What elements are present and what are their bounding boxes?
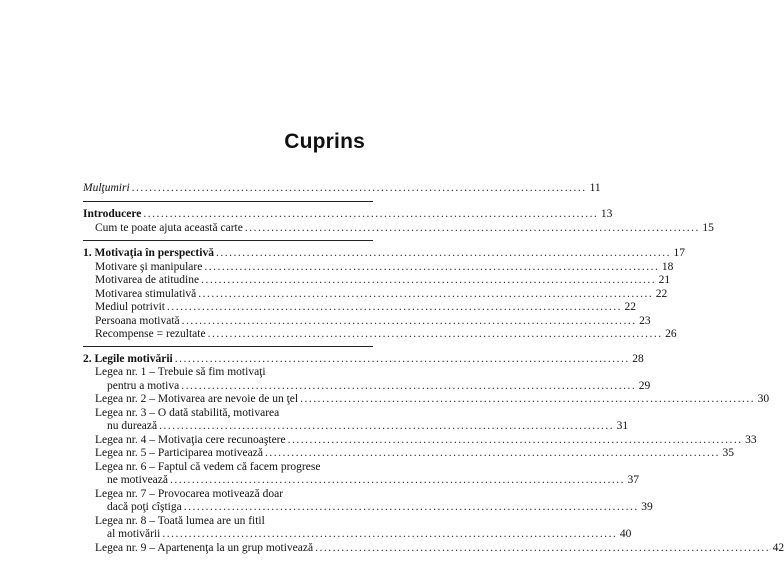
toc-entry-motivarea-stimulativa[interactable] (95, 288, 668, 301)
leader-dots: ........................................................................................................ (131, 182, 587, 194)
toc-label: Legea nr. 4 – Motivaţia cere recunoaştere (95, 434, 286, 446)
toc-entry-multumiri[interactable] (83, 182, 601, 195)
toc-entry-persoana-motivata[interactable] (95, 315, 651, 328)
toc-label: Recompense = rezultate (95, 328, 206, 340)
toc-entry-legea-3[interactable] (107, 420, 629, 433)
toc-label-line: Legea nr. 8 – Toată lumea are un fitil (95, 515, 265, 527)
toc-label: Legea nr. 2 – Motivarea are nevoie de un ţel (95, 393, 299, 405)
leader-dots: ........................................................................................................ (166, 301, 622, 313)
leader-dots: ........................................................................................................ (264, 447, 720, 459)
toc-page-number: 33 (745, 434, 757, 446)
toc-label-continued: ne motivează (107, 474, 168, 486)
toc-page-number: 35 (722, 447, 734, 459)
toc-label: Legea nr. 5 – Participarea motivează (95, 447, 263, 459)
toc-label-line: Legea nr. 6 – Faptul că vedem că facem progrese (95, 461, 321, 473)
toc-label: Motivarea stimulativă (95, 288, 197, 300)
leader-dots: ........................................................................................................ (181, 380, 637, 392)
toc-entry-recompense[interactable] (95, 328, 677, 341)
toc-page-number: 22 (655, 288, 668, 300)
toc-page-number: 13 (600, 208, 613, 220)
leader-dots: ........................................................................................................ (201, 274, 657, 286)
toc-label-line: Legea nr. 7 – Provocarea motivează doar (95, 488, 284, 500)
toc-label: 1. Motivaţia în perspectivă (83, 247, 214, 259)
leader-dots: ........................................................................................................ (198, 288, 654, 300)
toc-label-continued: dacă poţi cîştiga (107, 501, 182, 513)
section-divider (83, 201, 373, 202)
toc-entry-legea-8[interactable] (107, 528, 632, 541)
toc-page-number: 23 (639, 315, 651, 327)
toc-label: Motivare şi manipulare (95, 261, 203, 273)
leader-dots: ........................................................................................................ (215, 247, 671, 259)
toc-entry-legea-1[interactable] (107, 380, 651, 393)
toc-label: Introducere (83, 208, 142, 220)
section-divider (83, 346, 373, 347)
leader-dots: ........................................................................................................ (300, 393, 756, 405)
toc-entry-chapter-1[interactable] (83, 247, 685, 260)
toc-page-number: 28 (632, 353, 644, 365)
toc-page-number: 40 (619, 528, 632, 540)
leader-dots: ........................................................................................................ (244, 222, 700, 234)
leader-dots: ........................................................................................................ (207, 328, 663, 340)
toc-label: Persoana motivată (95, 315, 180, 327)
page-title: Cuprins (284, 130, 365, 153)
toc-page-number: 31 (616, 420, 629, 432)
toc-page-number: 15 (702, 222, 714, 234)
toc-entry-introducere[interactable] (83, 208, 613, 221)
toc-page-number: 26 (665, 328, 677, 340)
leader-dots: ........................................................................................................ (204, 261, 660, 273)
leader-dots: ........................................................................................................ (143, 208, 599, 220)
toc-label: Mediul potrivit (95, 301, 165, 313)
toc-page-number: 18 (661, 261, 674, 273)
toc-entry-chapter-2[interactable] (83, 353, 644, 366)
toc-entry-cum-te-poate[interactable] (95, 222, 714, 235)
toc-entry-legea-9[interactable] (95, 542, 784, 555)
toc-label: 2. Legile motivării (83, 353, 173, 365)
section-divider (83, 240, 373, 241)
toc-label: Mulţumiri (83, 182, 130, 194)
toc-label-continued: al motivării (107, 528, 161, 540)
toc-entry-legea-5[interactable] (95, 447, 734, 460)
toc-label-continued: nu durează (107, 420, 158, 432)
toc-entry-legea-6[interactable] (107, 474, 639, 487)
toc-page-number: 21 (658, 274, 671, 286)
toc-page-number: 17 (673, 247, 685, 259)
leader-dots: ........................................................................................................ (287, 434, 743, 446)
toc-entry-motivarea-atitudine[interactable] (95, 274, 671, 287)
leader-dots: ........................................................................................................ (315, 542, 771, 554)
toc-page-number: 30 (757, 393, 770, 405)
leader-dots: ........................................................................................................ (183, 501, 639, 513)
toc-entry-motivare-manipulare[interactable] (95, 261, 674, 274)
toc-page-number: 39 (641, 501, 653, 513)
toc-label-line: Legea nr. 3 – O dată stabilită, motivarea (95, 407, 280, 419)
toc-page-number: 11 (589, 182, 601, 194)
toc-label-line: Legea nr. 1 – Trebuie să fim motivaţi (95, 366, 266, 378)
leader-dots: ........................................................................................................ (162, 528, 618, 540)
leader-dots: ........................................................................................................ (174, 353, 630, 365)
toc-label-continued: pentru a motiva (107, 380, 180, 392)
toc-page-number: 42 (772, 542, 784, 554)
toc-entry-legea-7[interactable] (107, 501, 653, 514)
toc-entry-legea-4[interactable] (95, 434, 757, 447)
toc-entry-mediul-potrivit[interactable] (95, 301, 636, 314)
leader-dots: ........................................................................................................ (181, 315, 637, 327)
toc-page-number: 37 (627, 474, 639, 486)
leader-dots: ........................................................................................................ (169, 474, 625, 486)
toc-label: Cum te poate ajuta această carte (95, 222, 243, 234)
toc-label: Motivarea de atitudine (95, 274, 200, 286)
toc-page-number: 29 (638, 380, 651, 392)
toc-entry-legea-2[interactable] (95, 393, 770, 406)
leader-dots: ........................................................................................................ (159, 420, 615, 432)
toc-page-number: 22 (624, 301, 636, 313)
toc-label: Legea nr. 9 – Apartenenţa la un grup motivează (95, 542, 314, 554)
